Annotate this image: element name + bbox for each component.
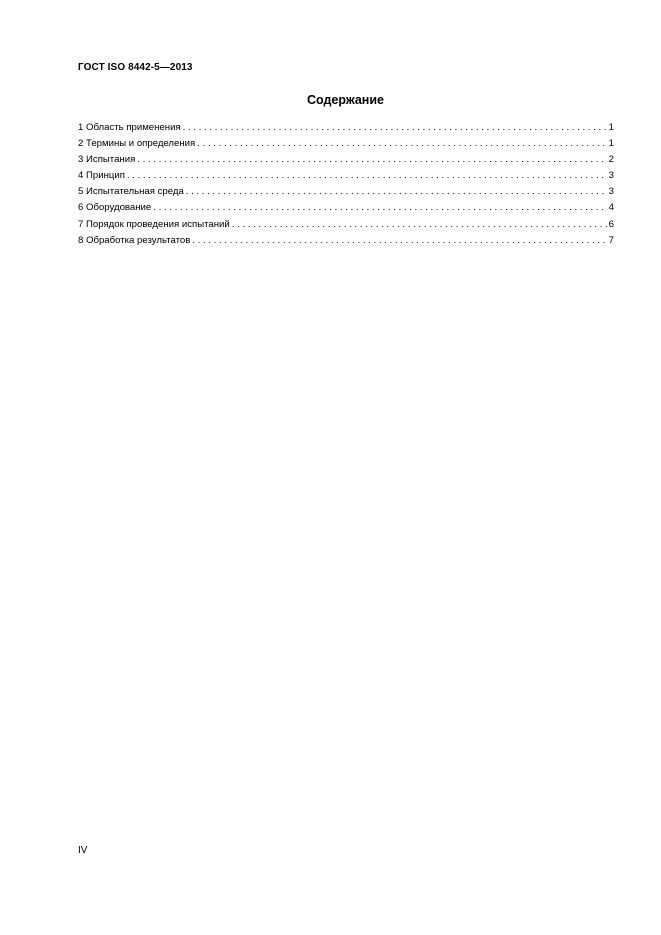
toc-entry-page: 2 <box>608 154 614 166</box>
toc-entry-page: 1 <box>608 122 614 133</box>
table-of-contents <box>78 120 614 249</box>
toc-dot-leader <box>183 120 607 136</box>
toc-entry-label: 7 Порядок проведения испытаний <box>78 218 230 230</box>
toc-entry[interactable] <box>78 200 614 216</box>
toc-entry[interactable] <box>78 120 614 136</box>
page-number: IV <box>78 845 88 856</box>
toc-entry-label: 5 Испытательная среда <box>78 186 184 198</box>
toc-entry-page: 4 <box>608 202 614 214</box>
toc-entry-page: 3 <box>608 186 614 198</box>
toc-entry-label: 6 Оборудование <box>78 202 152 214</box>
toc-entry[interactable] <box>78 184 614 200</box>
toc-dot-leader <box>137 152 606 168</box>
toc-entry-label: 2 Термины и определения <box>78 138 196 150</box>
toc-dot-leader <box>153 200 606 216</box>
toc-entry[interactable] <box>78 233 614 249</box>
toc-entry-page: 1 <box>608 138 614 150</box>
toc-dot-leader <box>127 168 607 184</box>
toc-entry-label: 3 Испытания <box>78 154 136 166</box>
toc-title: Содержание <box>306 93 384 107</box>
toc-entry[interactable] <box>78 168 614 184</box>
toc-entry[interactable] <box>78 136 614 152</box>
toc-entry[interactable] <box>78 217 614 233</box>
toc-dot-leader <box>197 136 606 152</box>
toc-entry-label: 1 Область применения <box>78 122 181 133</box>
toc-dot-leader <box>192 233 606 249</box>
toc-entry-label: 8 Обработка результатов <box>78 234 191 246</box>
toc-entry-label: 4 Принцип <box>78 170 125 182</box>
toc-entry-page: 3 <box>608 170 614 182</box>
toc-entry-page: 7 <box>608 234 614 246</box>
standard-designation: ГОСТ ISO 8442-5—2013 <box>78 62 193 73</box>
toc-entry-page: 6 <box>608 218 614 230</box>
toc-entry[interactable] <box>78 152 614 168</box>
toc-dot-leader <box>186 184 607 200</box>
toc-dot-leader <box>232 217 607 233</box>
